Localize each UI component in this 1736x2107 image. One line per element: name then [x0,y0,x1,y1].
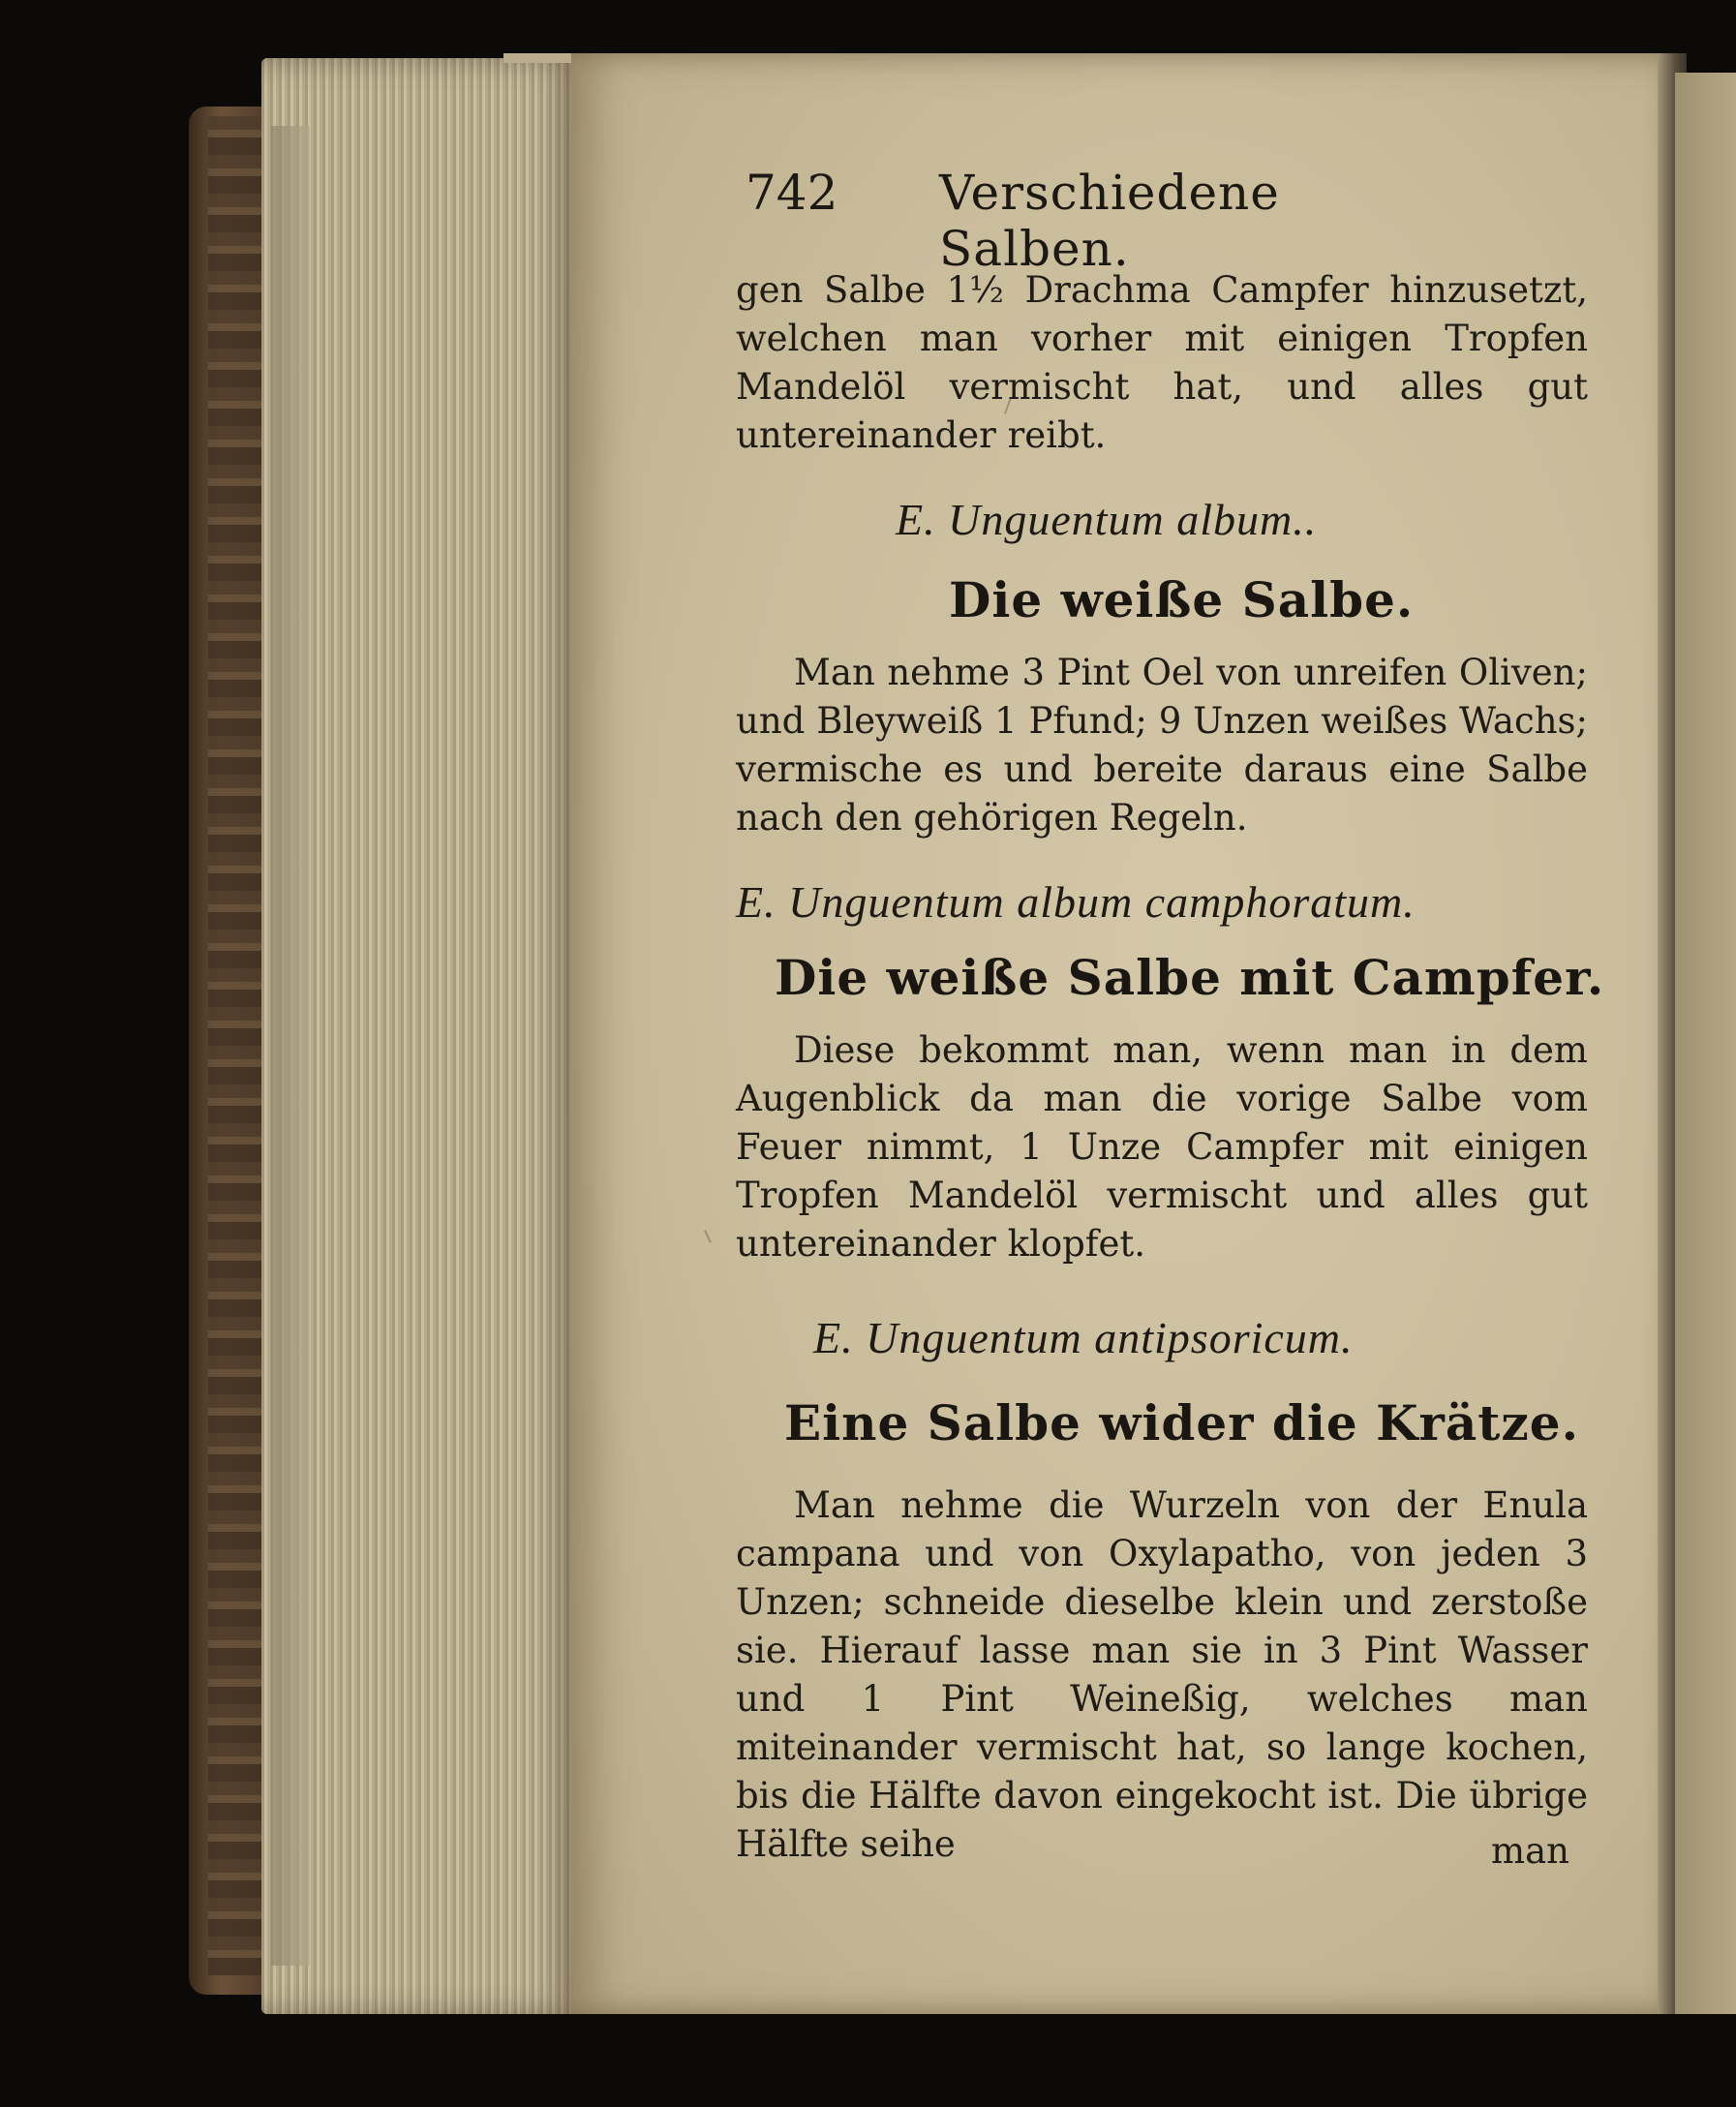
page-edges-shadow [271,126,310,1966]
section-1-paragraph: Man nehme 3 Pint Oel von unreifen Oliven; und Bleyweiß 1 Pfund; 9 Unzen weißes Wachs; vermische es und bereite daraus eine Salbe nach den gehörigen Regeln. [736,652,1588,839]
facing-page-edge [1675,73,1736,2014]
catchword: man [1491,1830,1569,1872]
page-number: 742 [746,165,838,221]
section-2-german-title: Die weiße Salbe mit Campfer. [775,949,1605,1006]
intro-paragraph: gen Salbe 1½ Drachma Campfer hinzusetzt, welchen man vorher mit einigen Tropfen Mandelöl vermischt hat, und alles gut untereinander reibt. [736,269,1588,456]
section-3-paragraph: Man nehme die Wurzeln von der Enula campana und von Oxylapatho, von jeden 3 Unzen; schneide dieselbe klein und zerstoße sie. Hierauf lasse man sie in 3 Pint Wasser und 1 Pint Weineßig, welches man miteinander vermischt hat, so lange kochen, bis die Hälfte davon eingekocht ist. Die übrige Hälfte seihe [736,1484,1588,1865]
section-2-paragraph: Diese bekommt man, wenn man in dem Augenblick da man die vorige Salbe vom Feuer nimmt, 1 Unze Campfer mit einigen Tropfen Mandelöl vermischt und alles gut untereinander klopfet. [736,1029,1588,1265]
section-1-german-title: Die weiße Salbe. [949,571,1415,628]
running-head: Verschiedene Salben. [939,165,1280,277]
section-2-latin-title: E. Unguentum album camphoratum. [736,877,1416,927]
page-header [746,165,1423,277]
section-1-latin-title: E. Unguentum album.. [896,495,1318,544]
section-3-german-title: Eine Salbe wider die Krätze. [784,1394,1579,1451]
section-3-latin-title: E. Unguentum antipsoricum. [813,1313,1354,1362]
